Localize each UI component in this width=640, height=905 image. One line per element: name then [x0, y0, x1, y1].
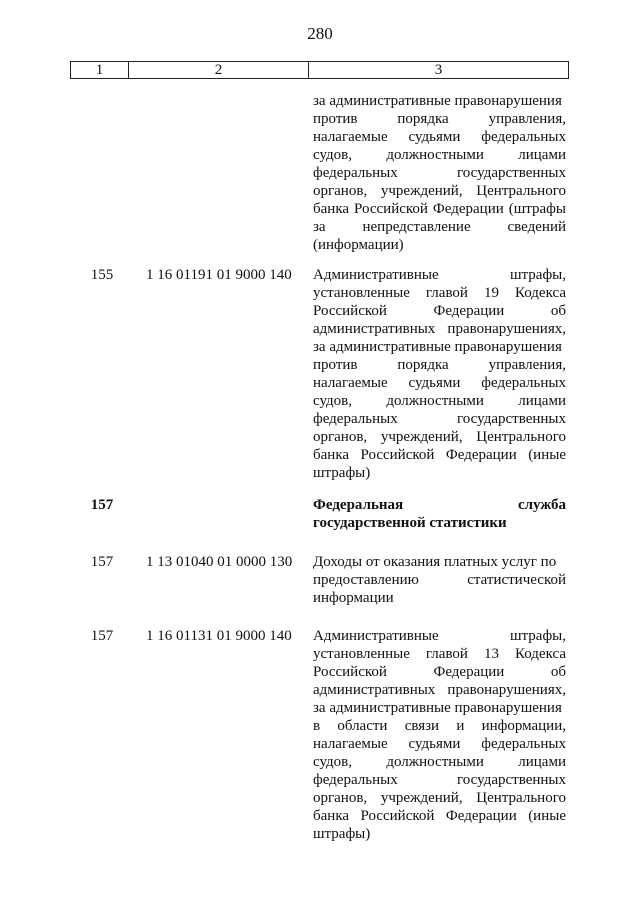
admin-code: 155	[90, 267, 114, 283]
description-word: Российской	[313, 664, 387, 680]
description-word: Центрального	[476, 183, 566, 199]
description-line	[313, 571, 566, 589]
description-word: правонарушениях,	[447, 321, 566, 337]
description-word: Федерации	[433, 303, 505, 319]
description-word: главой	[425, 646, 468, 662]
row-description	[313, 627, 566, 843]
description-word: против	[313, 111, 358, 127]
description-word: Федерации	[445, 447, 517, 463]
description-word: судов,	[313, 393, 352, 409]
description-word: Федерации	[433, 664, 505, 680]
description-line	[313, 164, 566, 182]
description-word: лицами	[518, 754, 566, 770]
description-line	[313, 320, 566, 338]
description-word: судьями	[408, 375, 461, 391]
description-word: судов,	[313, 147, 352, 163]
description-word: об	[550, 664, 566, 680]
description-word: штрафы,	[510, 628, 566, 644]
description-line	[313, 200, 566, 218]
description-word: Федерации	[432, 201, 504, 217]
description-word: Кодекса	[514, 285, 566, 301]
description-word: государственных	[457, 411, 566, 427]
description-word: федеральных	[313, 165, 398, 181]
description-word: органов,	[313, 790, 368, 806]
row-description	[313, 266, 566, 482]
description-word: сведений	[507, 219, 566, 235]
description-word: статистической	[467, 572, 566, 588]
description-word: федеральных	[481, 736, 566, 752]
description-word: судьями	[408, 129, 461, 145]
description-word: Федеральная	[313, 497, 404, 513]
description-line: (информации)	[313, 237, 404, 253]
description-line: штрафы)	[313, 465, 371, 481]
description-word: органов,	[313, 429, 368, 445]
description-word: против	[313, 357, 358, 373]
header-col-1: 1	[71, 62, 129, 78]
description-word: федеральных	[313, 772, 398, 788]
description-word: правонарушениях,	[447, 682, 566, 698]
description-word: 13	[483, 646, 499, 662]
description-line	[313, 496, 566, 514]
row-description	[313, 553, 566, 607]
description-word: лицами	[518, 147, 566, 163]
header-col-3: 3	[434, 62, 443, 78]
description-line	[313, 771, 566, 789]
description-word: управления,	[488, 357, 566, 373]
description-line: штрафы)	[313, 826, 371, 842]
description-line	[313, 302, 566, 320]
description-word: учреждений,	[380, 183, 463, 199]
description-line	[313, 717, 566, 735]
description-word: штрафы,	[510, 267, 566, 283]
description-word: порядка	[397, 357, 449, 373]
description-word: банка	[313, 201, 350, 217]
description-line	[313, 753, 566, 771]
kbk-code: 1 16 01131 01 9000 140	[146, 628, 292, 644]
admin-code: 157	[90, 554, 114, 570]
page-number: 280	[307, 24, 333, 43]
description-line	[313, 663, 566, 681]
description-word: налагаемые	[313, 736, 388, 752]
description-word: государственных	[457, 772, 566, 788]
kbk-code: 1 16 01191 01 9000 140	[146, 267, 292, 283]
description-word: (штрафы	[508, 201, 566, 217]
description-word: федеральных	[313, 411, 398, 427]
description-word: налагаемые	[313, 129, 388, 145]
description-word: лицами	[518, 393, 566, 409]
description-line	[313, 735, 566, 753]
description-word: должностными	[386, 147, 484, 163]
description-word: предоставлению	[313, 572, 419, 588]
description-line	[313, 428, 566, 446]
description-line	[313, 218, 566, 236]
continuation-description	[313, 92, 566, 254]
description-word: учреждений,	[380, 429, 463, 445]
description-word: органов,	[313, 183, 368, 199]
description-word: служба	[517, 497, 566, 513]
description-word: учреждений,	[380, 790, 463, 806]
description-word: государственных	[457, 165, 566, 181]
description-line	[313, 266, 566, 284]
description-line	[313, 374, 566, 392]
kbk-code: 1 13 01040 01 0000 130	[146, 554, 293, 570]
description-word: Кодекса	[514, 646, 566, 662]
description-word: управления,	[488, 111, 566, 127]
description-word: установленные	[313, 646, 410, 662]
description-word: (иные	[528, 447, 566, 463]
description-word: порядка	[397, 111, 449, 127]
admin-code: 157	[90, 497, 114, 513]
description-word: 19	[483, 285, 499, 301]
description-word: за	[313, 219, 326, 235]
description-word: и	[456, 718, 465, 734]
description-word: информации,	[481, 718, 566, 734]
description-line	[313, 410, 566, 428]
description-line	[313, 110, 566, 128]
description-word: главой	[425, 285, 468, 301]
description-word: федеральных	[481, 375, 566, 391]
description-line	[313, 789, 566, 807]
description-word: Российской	[354, 201, 428, 217]
description-word: должностными	[386, 393, 484, 409]
description-word: (иные	[528, 808, 566, 824]
description-word: банка	[313, 808, 350, 824]
description-line: за административные правонарушения	[313, 339, 562, 355]
description-line: информации	[313, 590, 394, 606]
description-word: непредставление	[362, 219, 471, 235]
description-word: Российской	[360, 447, 435, 463]
description-word: Административные	[313, 628, 439, 644]
description-word: установленные	[313, 285, 410, 301]
description-line	[313, 645, 566, 663]
description-line	[313, 146, 566, 164]
description-word: федеральных	[481, 129, 566, 145]
description-word: должностными	[386, 754, 484, 770]
description-line	[313, 284, 566, 302]
description-line: за административные правонарушения	[313, 93, 562, 109]
table-header	[70, 61, 569, 79]
description-word: в	[313, 718, 321, 734]
description-line	[313, 392, 566, 410]
description-line	[313, 681, 566, 699]
row-description	[313, 496, 566, 532]
description-line: Доходы от оказания платных услуг по	[313, 554, 557, 570]
description-word: об	[550, 303, 566, 319]
description-line: за административные правонарушения	[313, 700, 562, 716]
description-word: Федерации	[445, 808, 517, 824]
description-line	[313, 356, 566, 374]
description-line	[313, 807, 566, 825]
description-line: государственной статистики	[313, 515, 507, 531]
description-line	[313, 446, 566, 464]
header-col-2: 2	[129, 62, 309, 78]
description-word: Административные	[313, 267, 439, 283]
description-word: области	[337, 718, 388, 734]
description-word: банка	[313, 447, 350, 463]
description-line	[313, 128, 566, 146]
description-word: Центрального	[476, 790, 566, 806]
admin-code: 157	[90, 628, 114, 644]
description-word: Российской	[360, 808, 435, 824]
description-word: административных	[313, 321, 436, 337]
description-word: Российской	[313, 303, 387, 319]
description-word: судьями	[408, 736, 461, 752]
description-word: Центрального	[476, 429, 566, 445]
description-line	[313, 627, 566, 645]
description-word: связи	[404, 718, 440, 734]
description-word: налагаемые	[313, 375, 388, 391]
description-word: судов,	[313, 754, 352, 770]
description-line	[313, 182, 566, 200]
description-word: административных	[313, 682, 436, 698]
